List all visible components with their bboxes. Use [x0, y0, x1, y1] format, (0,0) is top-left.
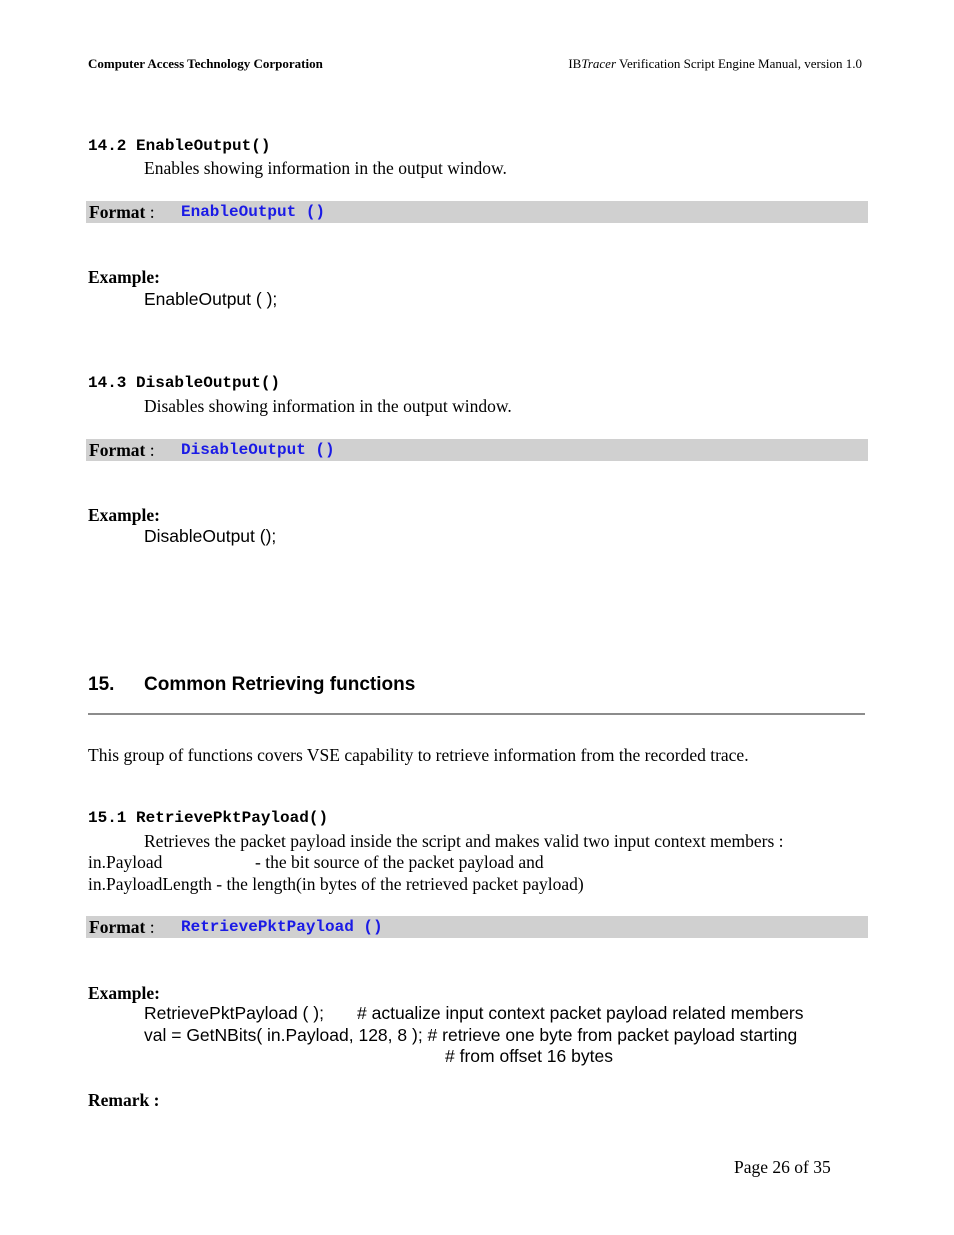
example-line-3: # from offset 16 bytes	[445, 1046, 613, 1066]
example-line-2: val = GetNBits( in.Payload, 128, 8 ); # retrieve one byte from packet payload starting	[144, 1025, 798, 1045]
section-14-2-heading: 14.2 EnableOutput()	[88, 137, 271, 155]
section-15-intro: This group of functions covers VSE capability to retrieve information from the recorded trace.	[88, 745, 749, 765]
member-payload-length: in.PayloadLength - the length(in bytes of the retrieved packet payload)	[88, 874, 584, 894]
format-bar-retrieve-pkt-payload	[86, 916, 868, 938]
example-line-1-comment: # actualize input context packet payload related members	[357, 1003, 804, 1023]
header-title-suffix: Verification Script Engine Manual, version 1.0	[616, 56, 862, 71]
example-code-14-2: EnableOutput ( );	[144, 289, 278, 309]
section-15-1-description: Retrieves the packet payload inside the script and makes valid two input context members :	[144, 831, 784, 851]
example-label-15-1: Example:	[88, 983, 160, 1003]
section-14-3-heading: 14.3 DisableOutput()	[88, 374, 281, 392]
format-label: Format :	[89, 917, 155, 937]
header-manual-title	[568, 56, 862, 72]
format-bar-disable-output	[86, 439, 868, 461]
format-label: Format :	[89, 440, 155, 460]
example-label-14-2: Example:	[88, 267, 160, 287]
member-payload-name: in.Payload	[88, 852, 163, 872]
format-label: Format :	[89, 202, 155, 222]
section-divider	[88, 713, 865, 715]
format-code-enable-output: EnableOutput ()	[181, 203, 326, 221]
header-title-prefix: IB	[568, 56, 582, 71]
section-15-1-heading: 15.1 RetrievePktPayload()	[88, 809, 329, 827]
remark-label: Remark :	[88, 1090, 160, 1110]
member-payload-desc: - the bit source of the packet payload and	[255, 852, 544, 872]
format-code-retrieve-pkt-payload: RetrievePktPayload ()	[181, 918, 383, 936]
example-code-14-3: DisableOutput ();	[144, 526, 277, 546]
format-code-disable-output: DisableOutput ()	[181, 441, 335, 459]
section-14-3-description: Disables showing information in the output window.	[144, 396, 512, 416]
example-line-1-code: RetrievePktPayload ( );	[144, 1003, 324, 1023]
format-bar-enable-output	[86, 201, 868, 223]
section-15-number: 15.	[88, 674, 115, 695]
section-14-2-description: Enables showing information in the output window.	[144, 158, 507, 178]
header-title-italic: Tracer	[581, 56, 617, 71]
header-company: Computer Access Technology Corporation	[88, 56, 323, 71]
section-15-title: Common Retrieving functions	[144, 674, 416, 695]
page-number: Page 26 of 35	[734, 1157, 831, 1177]
example-label-14-3: Example:	[88, 505, 160, 525]
